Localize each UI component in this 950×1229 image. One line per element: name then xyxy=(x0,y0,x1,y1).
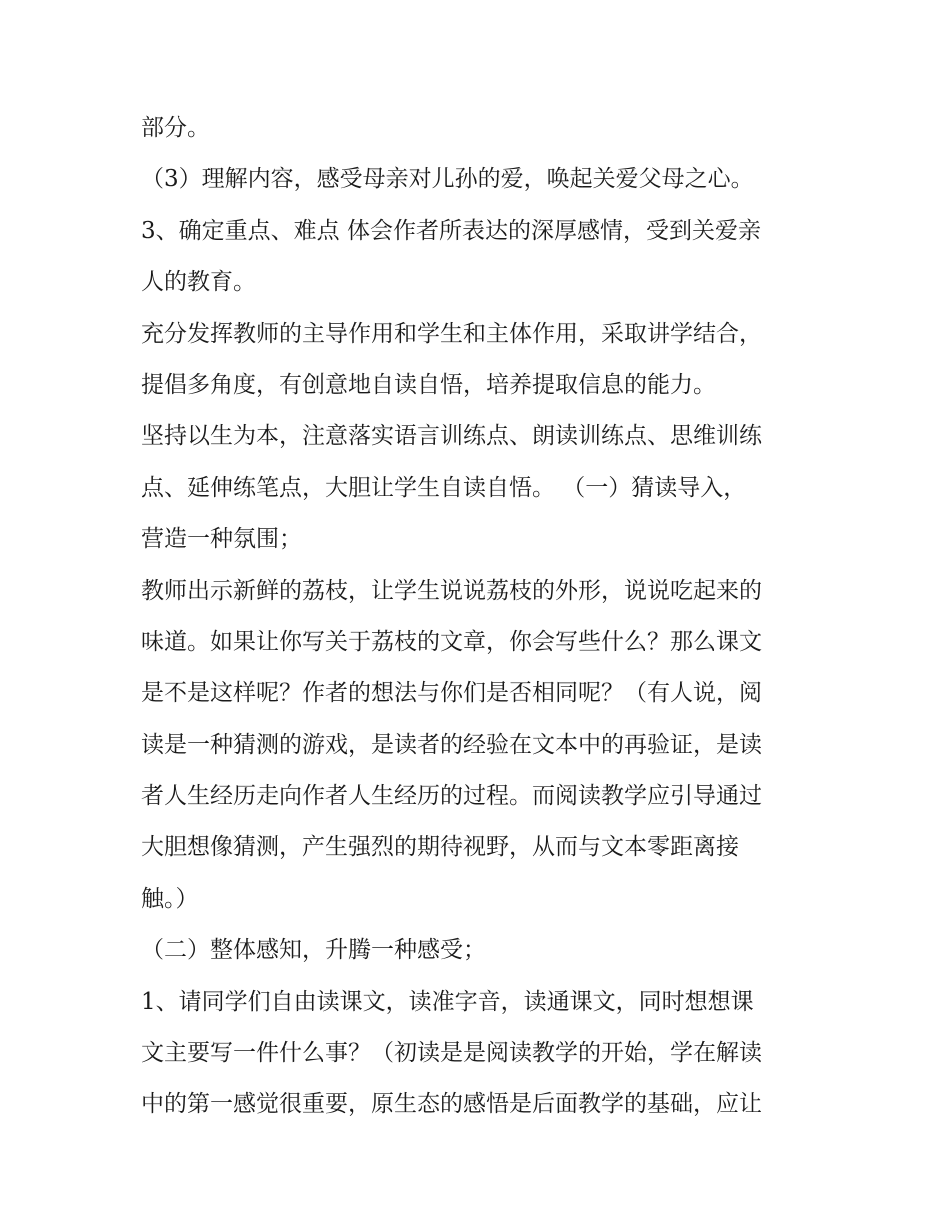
text-line: 读是一种猜测的游戏，是读者的经验在文本中的再验证，是读 xyxy=(141,731,762,758)
text-line: 教师出示新鲜的荔枝，让学生说说荔枝的外形，说说吃起来的 xyxy=(141,577,762,604)
text-line: 味道。如果让你写关于荔枝的文章，你会写些什么？那么课文 xyxy=(141,628,762,655)
text-line: 坚持以生为本，注意落实语言训练点、朗读训练点、思维训练 xyxy=(141,423,762,450)
text-line: 营造一种氛围； xyxy=(141,526,302,553)
document-body xyxy=(141,103,821,1131)
text-line: 中的第一感觉很重要，原生态的感悟是后面教学的基础，应让 xyxy=(141,1091,762,1118)
text-line: 触。） xyxy=(141,885,199,912)
text-line: 部分。 xyxy=(141,115,210,141)
text-line: 3、确定重点、难点 体会作者所表达的深厚感情，受到关爱亲 xyxy=(141,217,761,244)
text-line: 充分发挥教师的主导作用和学生和主体作用，采取讲学结合， xyxy=(141,320,762,347)
text-line: 大胆想像猜测，产生强烈的期待视野，从而与文本零距离接 xyxy=(141,834,739,861)
text-line: （二）整体感知，升腾一种感受； xyxy=(141,937,486,964)
text-line: 人的教育。 xyxy=(141,269,256,296)
text-line: （3）理解内容，感受母亲对儿孙的爱，唤起关爱父母之心。 xyxy=(141,166,754,193)
text-line: 点、延伸练笔点，大胆让学生自读自悟。 （一）猜读导入， xyxy=(141,474,747,501)
text-line: 是不是这样呢？作者的想法与你们是否相同呢？（有人说，阅 xyxy=(141,680,762,707)
text-line: 者人生经历走向作者人生经历的过程。而阅读教学应引导通过 xyxy=(141,783,762,810)
text-line: 1、请同学们自由读课文，读准字音，读通课文，同时想想课 xyxy=(141,988,754,1015)
text-line: 提倡多角度，有创意地自读自悟，培养提取信息的能力。 xyxy=(141,371,716,398)
text-line: 文主要写一件什么事？（初读是是阅读教学的开始，学在解读 xyxy=(141,1040,762,1067)
